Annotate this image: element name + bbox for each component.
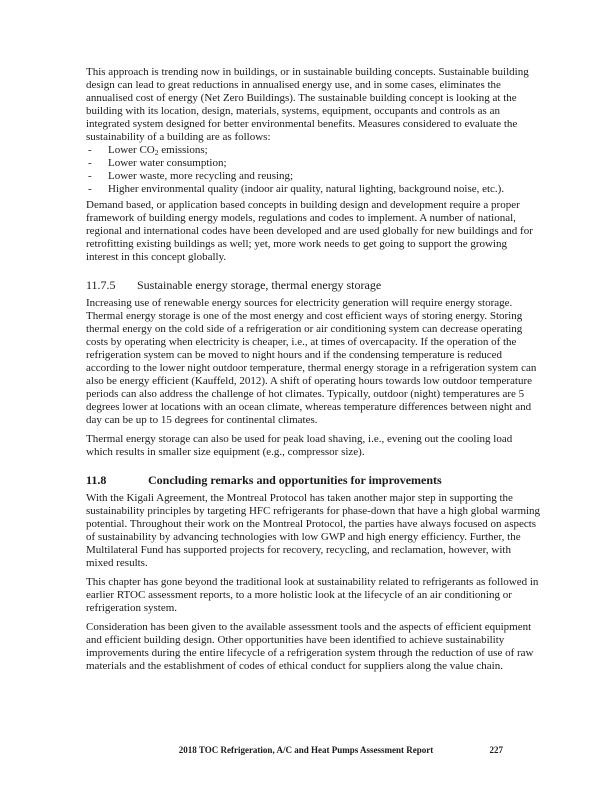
section-title: Sustainable energy storage, thermal energy storage bbox=[137, 278, 382, 292]
section-heading-11-8 bbox=[86, 473, 541, 487]
section-number: 11.7.5 bbox=[86, 278, 116, 292]
list-item-text: Lower $CO_2$ emissions; bbox=[108, 144, 208, 157]
section-title: Concluding remarks and opportunities for improvements bbox=[148, 473, 442, 487]
paragraph-kigali: With the Kigali Agreement, the Montreal Protocol has taken another major step in supporting the sustainability principles by targeting HFC refrigerants for phase-down that have a high global warming potential. Throughout their work on the Montreal Protocol, the parties have always focused on aspects of sustainability by advancing technologies with low GWP and high energy efficiency. Further, the Multilateral Fund has supported projects for recovery, recycling, and reclamation, however, with mixed results. bbox=[86, 492, 541, 569]
dash-marker: - bbox=[88, 170, 92, 182]
list-item bbox=[86, 144, 541, 157]
dash-marker: - bbox=[88, 183, 92, 195]
dash-marker: - bbox=[88, 144, 92, 156]
page-body bbox=[86, 66, 541, 679]
bullet-list bbox=[86, 144, 541, 196]
list-item bbox=[86, 183, 541, 196]
paragraph-intro: This approach is trending now in buildings, or in sustainable building concepts. Sustainable building design can lead to great reductions in annualised energy use, and in some cases, eliminates the annualised cost of energy (Net Zero Buildings). The sustainable building concept is looking at the building with its location, design, materials, systems, equipment, occupants and controls as an integrated system designed for better environmental benefits. Measures considered to evaluate the sustainability of a building are as follows: bbox=[86, 66, 529, 143]
dash-marker: - bbox=[88, 157, 92, 169]
subscript: 2 bbox=[154, 148, 159, 157]
footer-page-number: 227 bbox=[489, 745, 503, 755]
list-item-text: Lower water consumption; bbox=[108, 157, 227, 169]
list-item-text: Lower waste, more recycling and reusing; bbox=[108, 170, 294, 182]
paragraph-peak-load: Thermal energy storage can also be used for peak load shaving, i.e., evening out the cooling load which results in smaller size equipment (e.g., compressor size). bbox=[86, 433, 513, 458]
section-heading-11-7-5 bbox=[86, 278, 541, 292]
section-number: 11.8 bbox=[86, 473, 107, 487]
paragraph-consideration: Consideration has been given to the available assessment tools and the aspects of efficient equipment and efficient building design. Other opportunities have been identified to achieve sustainability improvements during the entire lifecycle of a refrigeration system through the reduction of use of raw materials and the establishment of codes of ethical conduct for suppliers along the value chain. bbox=[86, 621, 534, 672]
list-item-text: Higher environmental quality (indoor air quality, natural lighting, background noise, etc.). bbox=[108, 183, 505, 195]
paragraph-energy-storage: Increasing use of renewable energy sources for electricity generation will require energy storage. Thermal energy storage is one of the most energy and cost efficient ways of storing energy. Storing thermal energy on the cold side of a refrigeration or air conditioning system can decrease operating costs by operating when electricity is cheaper, i.e., at times of overcapacity. If the operation of the refrigeration system can be moved to night hours and if the condensing temperature is reduced according to the lower night outdoor temperature, thermal energy storage in a refrigeration system can also be energy efficient (Kauffeld, 2012). A shift of operating hours towards low outdoor temperature periods can also address the challenge of hot climates. Typically, outdoor (night) temperatures are 5 degrees lower at locations with an ocean climate, whereas temperature differences between night and day can be up to 15 degrees for continental climates. bbox=[86, 297, 537, 426]
list-item bbox=[86, 157, 541, 170]
page-footer bbox=[0, 744, 612, 758]
footer-report-title: 2018 TOC Refrigeration, A/C and Heat Pumps Assessment Report bbox=[178, 745, 434, 755]
paragraph-chapter-scope: This chapter has gone beyond the traditional look at sustainability related to refrigerants as followed in earlier RTOC assessment reports, to a more holistic look at the lifecycle of an air conditioning or refrigeration system. bbox=[86, 576, 539, 614]
paragraph-demand-based: Demand based, or application based concepts in building design and development require a proper framework of building energy models, regulations and codes to implement. A number of national, regional and international codes have been developed and are used globally for new buildings and for retrofitting existing buildings as well; yet, more work needs to get going to support the growing interest in this concept globally. bbox=[86, 199, 533, 263]
list-item bbox=[86, 170, 541, 183]
